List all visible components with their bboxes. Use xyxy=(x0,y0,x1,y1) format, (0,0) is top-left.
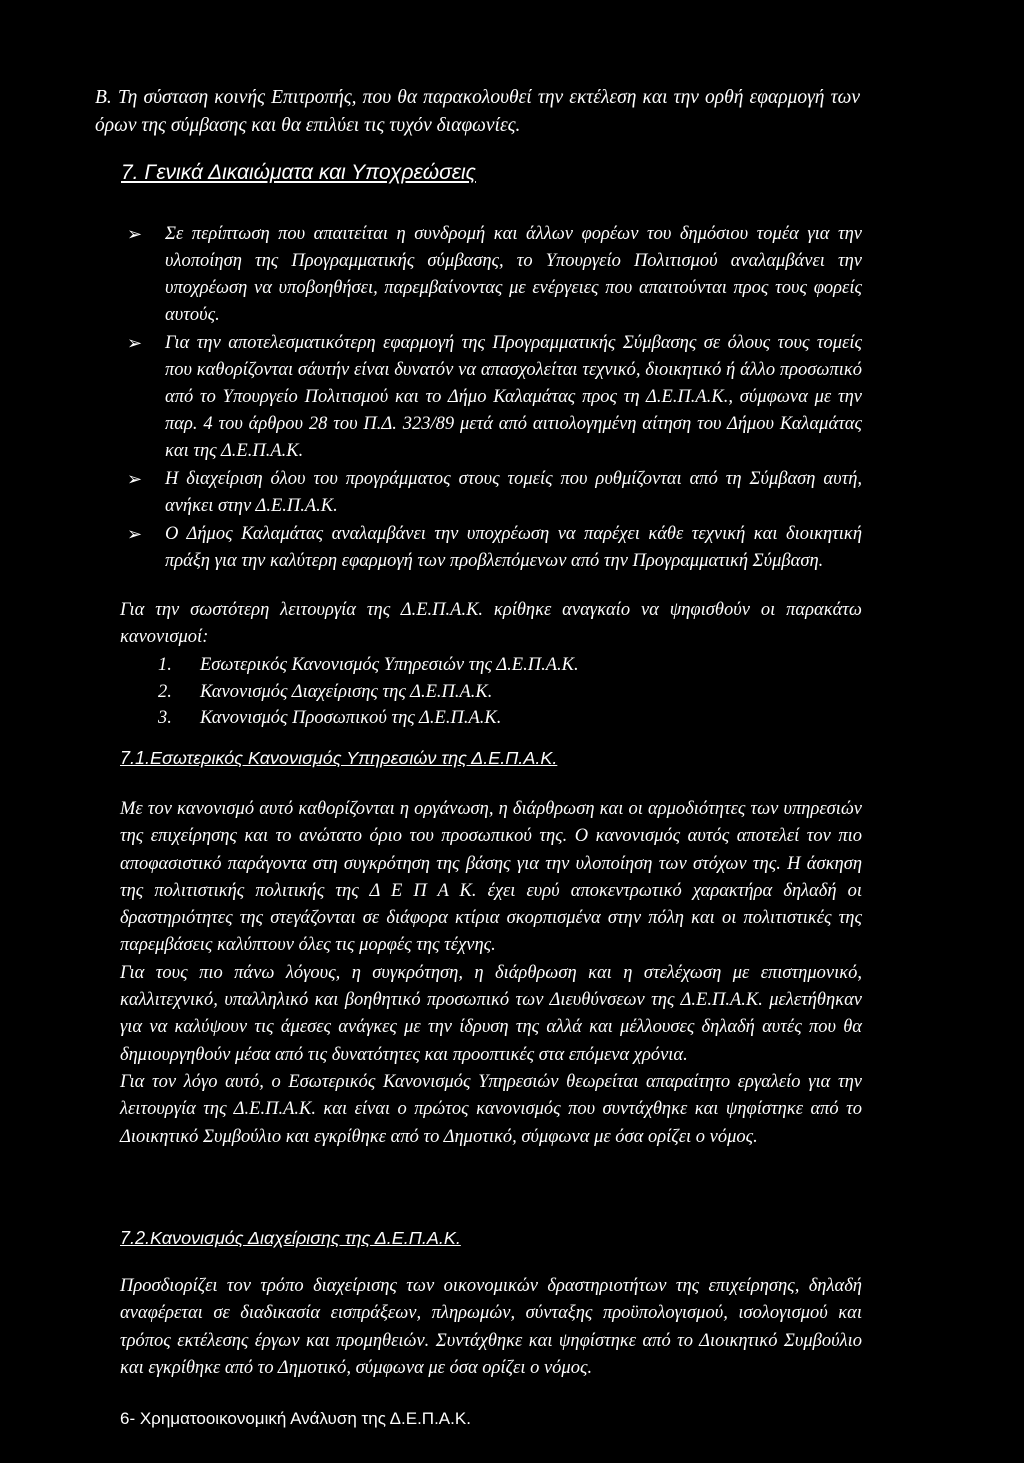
section-7-heading: 7. Γενικά Δικαιώματα και Υποχρεώσεις xyxy=(121,161,476,184)
bullet-item xyxy=(127,221,862,329)
arrow-bullet-icon: ➢ xyxy=(127,333,143,354)
section-7-1-heading: 7.1.Εσωτερικός Κανονισμός Υπηρεσιών της Δ.Ε.Π.Α.Κ. xyxy=(120,748,558,768)
bullet-item xyxy=(127,521,862,575)
bullet-item xyxy=(127,466,862,520)
section-7-2-body xyxy=(120,1273,862,1382)
bullet-text: Ο Δήμος Καλαμάτας αναλαμβάνει την υποχρέωση να παρέχει κάθε τεχνική και διοικητική πράξη για την καλύτερη εφαρμογή των προβλεπόμενων από την Προγραμματική Σύμβαση. xyxy=(165,524,862,571)
bullet-item xyxy=(127,330,862,465)
bullet-text: Η διαχείριση όλου του προγράμματος στους τομείς που ρυθμίζονται από τη Σύμβαση αυτή, ανήκει στην Δ.Ε.Π.Α.Κ. xyxy=(165,469,862,516)
paragraph: Προσδιορίζει τον τρόπο διαχείρισης των οικονομικών δραστηριοτήτων της επιχείρησης, δηλαδή αναφέρεται σε διαδικασία εισπράξεων, πληρωμών, σύνταξης προϋπολογισμού, ισολογισμού και τρόπος εκτέλεσης έργων και προμηθειών. Συντάχθηκε και ψηφίστηκε από το Διοικητικό Συμβούλιο και εγκρίθηκε από το Δημοτικό, σύμφωνα με όσα ορίζει ο νόμος. xyxy=(120,1276,862,1378)
section-7-1-body xyxy=(120,796,862,1151)
section-7-bullet-list xyxy=(127,221,862,576)
list-item xyxy=(150,705,579,732)
bullet-text: Για την αποτελεσματικότερη εφαρμογή της Προγραμματικής Σύμβασης σε όλους τους τομείς που καθορίζονται σάυτήν είναι δυνατόν να απασχολείται τεχνικό, διοικητικό ή άλλο προσωπικό από το Υπουργείο Πολιτισμού και το Δήμο Καλαμάτας προς τη Δ.Ε.Π.Α.Κ., σύμφωνα με την παρ. 4 του άρθρου 28 του Π.Δ. 323/89 μετά από αιτιολογημένη αίτηση του Δήμου Καλαμάτας και της Δ.Ε.Π.Α.Κ. xyxy=(165,333,862,461)
paragraph: Για τον λόγο αυτό, ο Εσωτερικός Κανονισμός Υπηρεσιών θεωρείται απαραίτητο εργαλείο για την λειτουργία της Δ.Ε.Π.Α.Κ. και είναι ο πρώτος κανονισμός που συντάχθηκε και ψηφίστηκε από το Διοικητικό Συμβούλιο και εγκρίθηκε από το Δημοτικό, σύμφωνα με όσα ορίζει ο νόμος. xyxy=(120,1071,862,1147)
list-text: Κανονισμός Προσωπικού της Δ.Ε.Π.Α.Κ. xyxy=(200,708,502,728)
list-number: 2. xyxy=(158,681,172,702)
page-footer: 6- Χρηματοοικονομική Ανάλυση της Δ.Ε.Π.Α.Κ. xyxy=(120,1409,471,1428)
arrow-bullet-icon: ➢ xyxy=(127,469,143,490)
list-item xyxy=(150,679,579,706)
regulations-list xyxy=(150,652,579,732)
list-number: 1. xyxy=(158,655,172,675)
list-item xyxy=(150,652,579,679)
list-text: Κανονισμός Διαχείρισης της Δ.Ε.Π.Α.Κ. xyxy=(200,681,493,702)
arrow-bullet-icon: ➢ xyxy=(127,224,143,245)
paragraph: Για τους πιο πάνω λόγους, η συγκρότηση, η διάρθρωση και η στελέχωση με επιστημονικό, καλλιτεχνικό, υπαλληλικό και βοηθητικό προσωπικό των Διευθύνσεων της Δ.Ε.Π.Α.Κ. μελετήθηκαν για να καλύψουν τις άμεσες ανάγκες με την ίδρυση της αλλά και μέλλουσες δηλαδή αυτές που θα δημιουργηθούν μέσα από τις δυνατότητες και προοπτικές στα επόμενα χρόνια. xyxy=(120,962,862,1065)
paragraph: Με τον κανονισμό αυτό καθορίζονται η οργάνωση, η διάρθρωση και οι αρμοδιότητες των υπηρεσιών της επιχείρησης και το ανώτατο όριο του προσωπικού της. Ο κανονισμός αυτός αποτελεί τον πιο αποφασιστικό παράγοντα στη συγκρότηση της βάσης για την υλοποίηση των στόχων της. Η άσκηση της πολιτιστικής πολιτικής της Δ Ε Π Α Κ. έχει ευρύ αποκεντρωτικό χαρακτήρα δηλαδή οι δραστηριότητες της στεγάζονται σε διάφορα κτίρια σκορπισμένα στην πόλη και οι πολιτιστικές της παρεμβάσεις καλύπτουν όλες τις μορφές της τέχνης. xyxy=(120,799,862,956)
list-number: 3. xyxy=(158,708,172,728)
regulations-intro: Για την σωστότερη λειτουργία της Δ.Ε.Π.Α.Κ. κρίθηκε αναγκαίο να ψηφισθούν οι παρακάτω κανονισμοί: xyxy=(120,600,862,647)
arrow-bullet-icon: ➢ xyxy=(127,524,143,545)
list-text: Εσωτερικός Κανονισμός Υπηρεσιών της Δ.Ε.Π.Α.Κ. xyxy=(200,655,579,675)
section-7-2-heading: 7.2.Κανονισμός Διαχείρισης της Δ.Ε.Π.Α.Κ. xyxy=(120,1228,461,1248)
point-b-paragraph: B. Τη σύσταση κοινής Επιτροπής, που θα παρακολουθεί την εκτέλεση και την ορθή εφαρμογή των όρων της σύμβασης και θα επιλύει τις τυχόν διαφωνίες. xyxy=(95,87,860,136)
bullet-text: Σε περίπτωση που απαιτείται η συνδρομή και άλλων φορέων του δημόσιου τομέα για την υλοποίηση της Προγραμματικής σύμβασης, το Υπουργείο Πολιτισμού αναλαμβάνει την υποχρέωση να υποβοηθήσει, παρεμβαίνοντας με ενέργειες που απαιτούνται προς τους φορείς αυτούς. xyxy=(165,224,862,325)
